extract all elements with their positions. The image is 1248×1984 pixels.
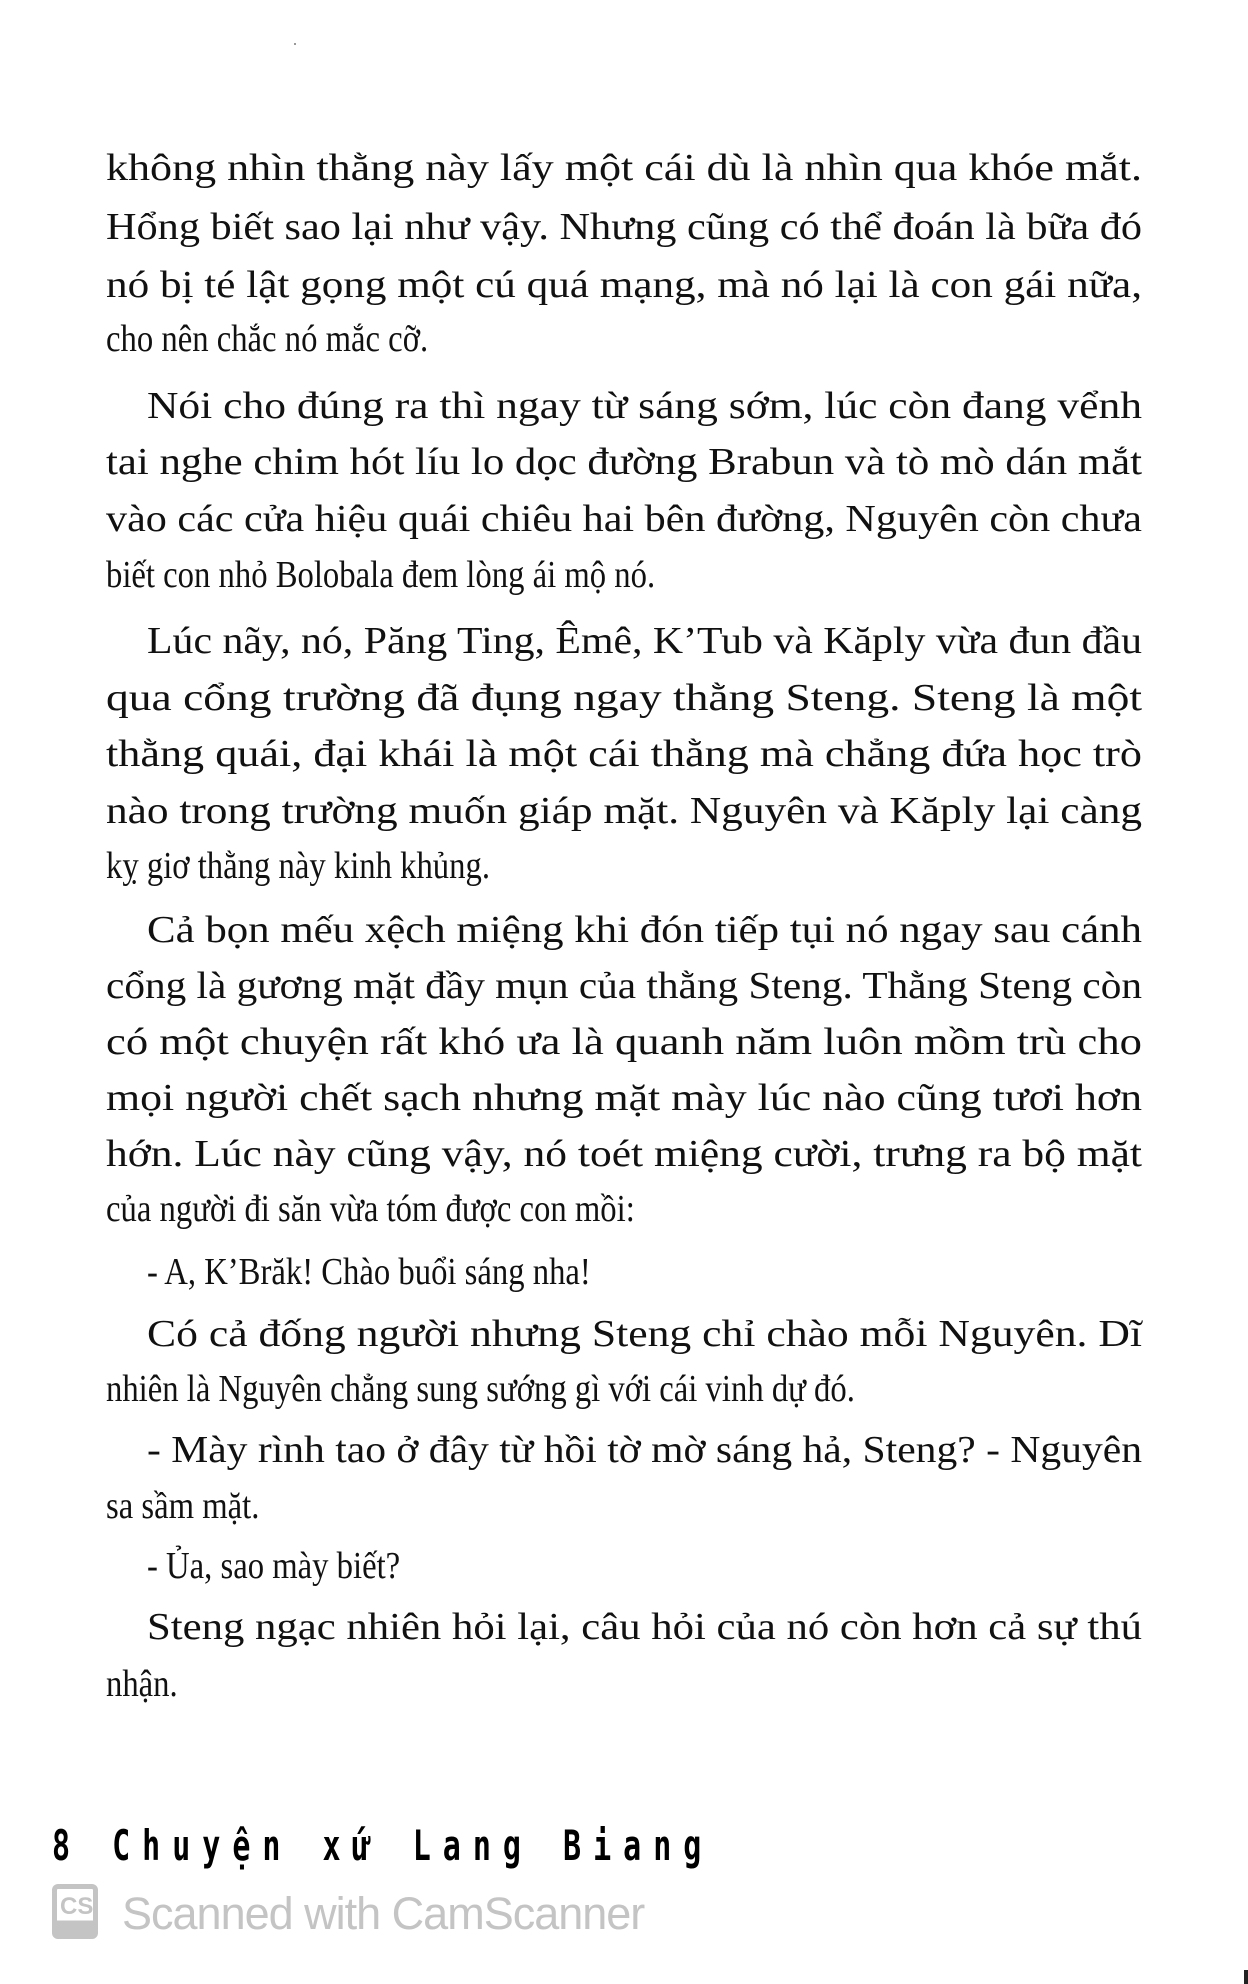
text-line-content: - Ủa, sao mày biết? xyxy=(147,1545,401,1587)
text-line-content: có một chuyện rất khó ưa là quanh năm luôn mồm trù cho xyxy=(106,1021,1142,1063)
text-line xyxy=(106,785,1142,837)
camscanner-watermark: Scanned with CamScanner xyxy=(122,1888,645,1939)
text-line-content: Có cả đống người nhưng Steng chỉ chào mỗi Nguyên. Dĩ xyxy=(147,1313,1142,1355)
text-line-content: nhiên là Nguyên chẳng sung sướng gì với cái vinh dự đó. xyxy=(106,1368,855,1410)
scan-speck xyxy=(294,43,296,45)
text-line xyxy=(147,1601,1142,1653)
text-line xyxy=(106,840,490,892)
text-line-content: Hổng biết sao lại như vậy. Nhưng cũng có thể đoán là bữa đó xyxy=(106,206,1142,248)
text-line xyxy=(147,1424,1142,1476)
text-line-content: Steng ngạc nhiên hỏi lại, câu hỏi của nó còn hơn cả sự thú xyxy=(147,1606,1142,1648)
text-line-content: của người đi săn vừa tóm được con mồi: xyxy=(106,1188,635,1230)
text-line-content: thằng quái, đại khái là một cái thằng mà chẳng đứa học trò xyxy=(106,733,1142,775)
text-line xyxy=(106,493,1142,545)
text-line-content: qua cổng trường đã đụng ngay thằng Steng. Steng là một xyxy=(106,677,1142,719)
text-line-content: biết con nhỏ Bolobala đem lòng ái mộ nó. xyxy=(106,554,656,596)
text-line xyxy=(106,960,1142,1012)
text-line xyxy=(106,1363,855,1415)
text-line-content: không nhìn thằng này lấy một cái dù là nhìn qua khóe mắt. xyxy=(106,147,1142,189)
text-line xyxy=(147,615,1142,667)
text-line-content: - A, K’Brăk! Chào buổi sáng nha! xyxy=(147,1251,591,1293)
text-line-content: vào các cửa hiệu quái chiêu hai bên đường, Nguyên còn chưa xyxy=(106,498,1142,540)
text-line xyxy=(147,1308,1142,1360)
text-line-content: kỵ giơ thằng này kinh khủng. xyxy=(106,845,490,887)
text-line xyxy=(106,672,1142,724)
page-number: 8 xyxy=(52,1822,83,1871)
text-line xyxy=(106,1658,178,1710)
text-line-content: Lúc nãy, nó, Păng Ting, Êmê, K’Tub và Kăply vừa đun đầu xyxy=(147,620,1142,662)
page-footer xyxy=(52,1822,713,1871)
text-line xyxy=(106,313,428,365)
camscanner-logo-text: CS xyxy=(60,1893,94,1920)
running-title: Chuyện xứ Lang Biang xyxy=(112,1822,714,1871)
text-line xyxy=(106,1183,635,1235)
text-line xyxy=(106,259,1142,311)
text-line-content: mọi người chết sạch nhưng mặt mày lúc nào cũng tươi hơn xyxy=(106,1077,1142,1119)
text-line xyxy=(147,1246,591,1298)
text-line-content: cho nên chắc nó mắc cỡ. xyxy=(106,318,429,360)
text-line-content: nhận. xyxy=(106,1663,178,1705)
text-line-content: nó bị té lật gọng một cú quá mạng, mà nó lại là con gái nữa, xyxy=(106,264,1142,306)
text-line-content: - Mày rình tao ở đây từ hồi tờ mờ sáng hả, Steng? - Nguyên xyxy=(147,1429,1142,1471)
text-line-content: cổng là gương mặt đầy mụn của thằng Steng. Thằng Steng còn xyxy=(106,965,1142,1007)
text-line xyxy=(106,549,655,601)
text-line xyxy=(106,1016,1142,1068)
text-line xyxy=(106,142,1142,194)
text-line xyxy=(106,1128,1142,1180)
text-line-content: tai nghe chim hót líu lo dọc đường Brabun và tò mò dán mắt xyxy=(106,441,1142,483)
text-line xyxy=(147,380,1142,432)
text-line-content: hớn. Lúc này cũng vậy, nó toét miệng cười, trưng ra bộ mặt xyxy=(106,1133,1142,1175)
scan-edge-mark xyxy=(1244,1970,1248,1984)
text-line-content: sa sầm mặt. xyxy=(106,1485,260,1527)
text-line xyxy=(106,1072,1142,1124)
text-line xyxy=(106,201,1142,253)
text-line xyxy=(106,436,1142,488)
text-line xyxy=(106,728,1142,780)
text-line-content: Cả bọn mếu xệch miệng khi đón tiếp tụi nó ngay sau cánh xyxy=(147,909,1142,951)
text-line xyxy=(147,1540,400,1592)
text-line-content: Nói cho đúng ra thì ngay từ sáng sớm, lúc còn đang vểnh xyxy=(147,385,1142,427)
text-line xyxy=(106,1480,259,1532)
camscanner-logo-icon xyxy=(52,1884,98,1939)
text-line-content: nào trong trường muốn giáp mặt. Nguyên và Kăply lại càng xyxy=(106,790,1142,832)
text-line xyxy=(147,904,1142,956)
